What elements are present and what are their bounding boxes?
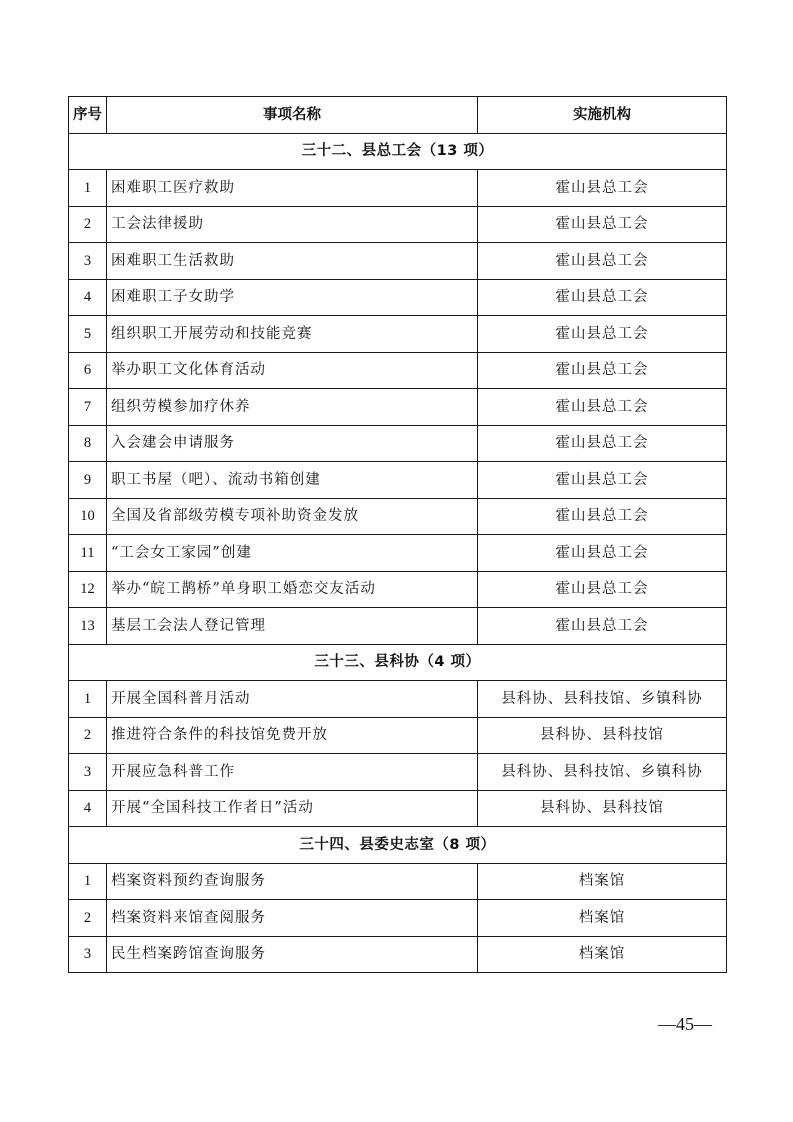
row-number: 1 bbox=[69, 863, 107, 900]
row-item-name: 推进符合条件的科技馆免费开放 bbox=[107, 717, 478, 754]
row-number: 9 bbox=[69, 462, 107, 499]
row-number: 4 bbox=[69, 790, 107, 827]
row-institution: 霍山县总工会 bbox=[478, 243, 727, 280]
row-number: 3 bbox=[69, 243, 107, 280]
row-number: 7 bbox=[69, 389, 107, 426]
table-row bbox=[69, 754, 727, 791]
section-title: 三十四、县委史志室（8 项） bbox=[69, 827, 727, 864]
row-item-name: 民生档案跨馆查询服务 bbox=[107, 936, 478, 973]
table-row bbox=[69, 936, 727, 973]
row-number: 6 bbox=[69, 352, 107, 389]
row-institution: 霍山县总工会 bbox=[478, 535, 727, 572]
row-institution: 霍山县总工会 bbox=[478, 206, 727, 243]
row-institution: 霍山县总工会 bbox=[478, 389, 727, 426]
row-number: 10 bbox=[69, 498, 107, 535]
row-institution: 霍山县总工会 bbox=[478, 352, 727, 389]
row-institution: 霍山县总工会 bbox=[478, 498, 727, 535]
row-number: 5 bbox=[69, 316, 107, 353]
row-number: 8 bbox=[69, 425, 107, 462]
table-row bbox=[69, 900, 727, 937]
row-institution: 霍山县总工会 bbox=[478, 279, 727, 316]
row-institution: 霍山县总工会 bbox=[478, 462, 727, 499]
table-row bbox=[69, 425, 727, 462]
section-row bbox=[69, 133, 727, 170]
row-item-name: 档案资料预约查询服务 bbox=[107, 863, 478, 900]
table-row bbox=[69, 462, 727, 499]
services-table bbox=[68, 96, 727, 973]
table-row bbox=[69, 790, 727, 827]
row-institution: 档案馆 bbox=[478, 863, 727, 900]
table-row bbox=[69, 352, 727, 389]
section-title: 三十三、县科协（4 项） bbox=[69, 644, 727, 681]
row-institution: 档案馆 bbox=[478, 900, 727, 937]
row-item-name: 工会法律援助 bbox=[107, 206, 478, 243]
row-institution: 霍山县总工会 bbox=[478, 170, 727, 207]
table-row bbox=[69, 681, 727, 718]
section-row bbox=[69, 644, 727, 681]
row-number: 1 bbox=[69, 681, 107, 718]
row-item-name: 开展全国科普月活动 bbox=[107, 681, 478, 718]
row-institution: 霍山县总工会 bbox=[478, 316, 727, 353]
table-row bbox=[69, 279, 727, 316]
row-item-name: “工会女工家园”创建 bbox=[107, 535, 478, 572]
row-institution: 县科协、县科技馆 bbox=[478, 717, 727, 754]
row-institution: 霍山县总工会 bbox=[478, 571, 727, 608]
row-institution: 县科协、县科技馆、乡镇科协 bbox=[478, 681, 727, 718]
row-institution: 霍山县总工会 bbox=[478, 425, 727, 462]
row-number: 4 bbox=[69, 279, 107, 316]
row-item-name: 组织劳模参加疗休养 bbox=[107, 389, 478, 426]
row-number: 1 bbox=[69, 170, 107, 207]
table-row bbox=[69, 571, 727, 608]
row-item-name: 困难职工生活救助 bbox=[107, 243, 478, 280]
table-row bbox=[69, 535, 727, 572]
table-row bbox=[69, 498, 727, 535]
section-row bbox=[69, 827, 727, 864]
table-header-row bbox=[69, 97, 727, 134]
table-row bbox=[69, 316, 727, 353]
row-number: 3 bbox=[69, 754, 107, 791]
row-item-name: 档案资料来馆查阅服务 bbox=[107, 900, 478, 937]
row-institution: 档案馆 bbox=[478, 936, 727, 973]
row-number: 13 bbox=[69, 608, 107, 645]
table-row bbox=[69, 717, 727, 754]
row-item-name: 职工书屋（吧）、流动书箱创建 bbox=[107, 462, 478, 499]
row-number: 2 bbox=[69, 900, 107, 937]
row-item-name: 基层工会法人登记管理 bbox=[107, 608, 478, 645]
row-item-name: 开展应急科普工作 bbox=[107, 754, 478, 791]
page-number: —45— bbox=[658, 1014, 712, 1034]
row-institution: 霍山县总工会 bbox=[478, 608, 727, 645]
table-body bbox=[69, 133, 727, 973]
row-item-name: 组织职工开展劳动和技能竞赛 bbox=[107, 316, 478, 353]
header-institution: 实施机构 bbox=[478, 97, 727, 134]
table-row bbox=[69, 206, 727, 243]
row-item-name: 举办“皖工鹊桥”单身职工婚恋交友活动 bbox=[107, 571, 478, 608]
table-row bbox=[69, 608, 727, 645]
row-number: 12 bbox=[69, 571, 107, 608]
row-number: 11 bbox=[69, 535, 107, 572]
table-row bbox=[69, 389, 727, 426]
table-row bbox=[69, 243, 727, 280]
header-item-name: 事项名称 bbox=[107, 97, 478, 134]
row-item-name: 开展“全国科技工作者日”活动 bbox=[107, 790, 478, 827]
header-number: 序号 bbox=[69, 97, 107, 134]
row-number: 2 bbox=[69, 717, 107, 754]
table-row bbox=[69, 863, 727, 900]
row-number: 3 bbox=[69, 936, 107, 973]
row-item-name: 困难职工子女助学 bbox=[107, 279, 478, 316]
row-institution: 县科协、县科技馆、乡镇科协 bbox=[478, 754, 727, 791]
row-item-name: 困难职工医疗救助 bbox=[107, 170, 478, 207]
row-item-name: 全国及省部级劳模专项补助资金发放 bbox=[107, 498, 478, 535]
row-institution: 县科协、县科技馆 bbox=[478, 790, 727, 827]
table-row bbox=[69, 170, 727, 207]
section-title: 三十二、县总工会（13 项） bbox=[69, 133, 727, 170]
row-number: 2 bbox=[69, 206, 107, 243]
row-item-name: 举办职工文化体育活动 bbox=[107, 352, 478, 389]
row-item-name: 入会建会申请服务 bbox=[107, 425, 478, 462]
